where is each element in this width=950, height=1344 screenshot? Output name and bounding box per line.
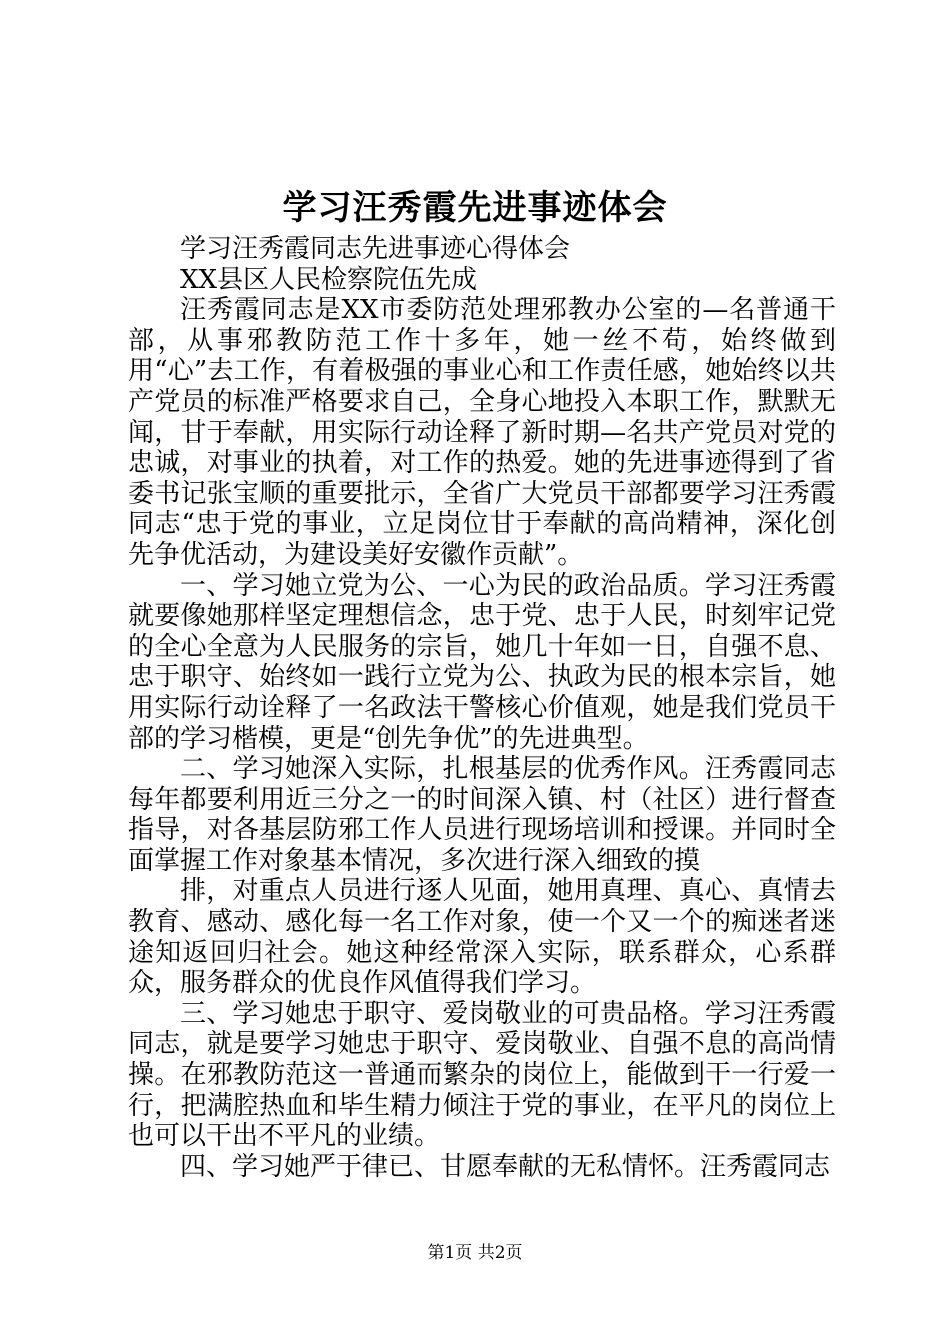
paragraph-point-two: 二、学习她深入实际，扎根基层的优秀作风。汪秀霞同志每年都要利用近三分之一的时间深入镇、村（社区）进行督查指导，对各基层防邪工作人员进行现场培训和授课。并同时全面掌握工作对象基本情况，多次进行深入细致的摸 <box>128 754 836 876</box>
paragraph-intro: 汪秀霞同志是XX市委防范处理邪教办公室的—名普通干部，从事邪教防范工作十多年，她一丝不苟，始终做到用“心”去工作，有着极强的事业心和工作责任感，她始终以共产党员的标准严格要求自己，全身心地投入本职工作，默默无闻，甘于奉献，用实际行动诠释了新时期—名共产党员对党的忠诚，对事业的执着，对工作的热爱。她的先进事迹得到了省委书记张宝顺的重要批示，全省广大党员干部都要学习汪秀霞同志“忠于党的事业，立足岗位甘于奉献的高尚精神，深化创先争优活动，为建设美好安徽作贡献”。 <box>128 295 836 570</box>
paragraph-subtitle: 学习汪秀霞同志先进事迹心得体会 <box>180 234 571 264</box>
paragraph-author: XX县区人民检察院伍先成 <box>180 264 478 295</box>
paragraph-point-four: 四、学习她严于律已、甘愿奉献的无私情怀。汪秀霞同志 <box>180 1151 831 1182</box>
document-title: 学习汪秀霞先进事迹体会 <box>282 188 668 228</box>
paragraph-point-three: 三、学习她忠于职守、爱岗敬业的可贵品格。学习汪秀霞同志，就是要学习她忠于职守、爱岗敬业、自强不息的高尚情操。在邪教防范这一普通而繁杂的岗位上，能做到干一行爱一行，把满腔热血和毕生精力倾注于党的事业，在平凡的岗位上也可以干出不平凡的业绩。 <box>128 998 836 1152</box>
paragraph-point-two-cont: 排，对重点人员进行逐人见面，她用真理、真心、真情去教育、感动、感化每一名工作对象，使一个又一个的痴迷者迷途知返回归社会。她这种经常深入实际，联系群众，心系群众，服务群众的优良作风值得我们学习。 <box>128 876 836 999</box>
paragraph-point-one: 一、学习她立党为公、一心为民的政治品质。学习汪秀霞就要像她那样坚定理想信念，忠于党、忠于人民，时刻牢记党的全心全意为人民服务的宗旨，她几十年如一日，自强不息、忠于职守、始终如一践行立党为公、执政为民的根本宗旨，她用实际行动诠释了一名政法干警核心价值观，她是我们党员干部的学习楷模，更是“创先争优”的先进典型。 <box>128 570 836 754</box>
page-footer: 第1页 共2页 <box>427 1243 523 1263</box>
document-body <box>128 234 836 1182</box>
